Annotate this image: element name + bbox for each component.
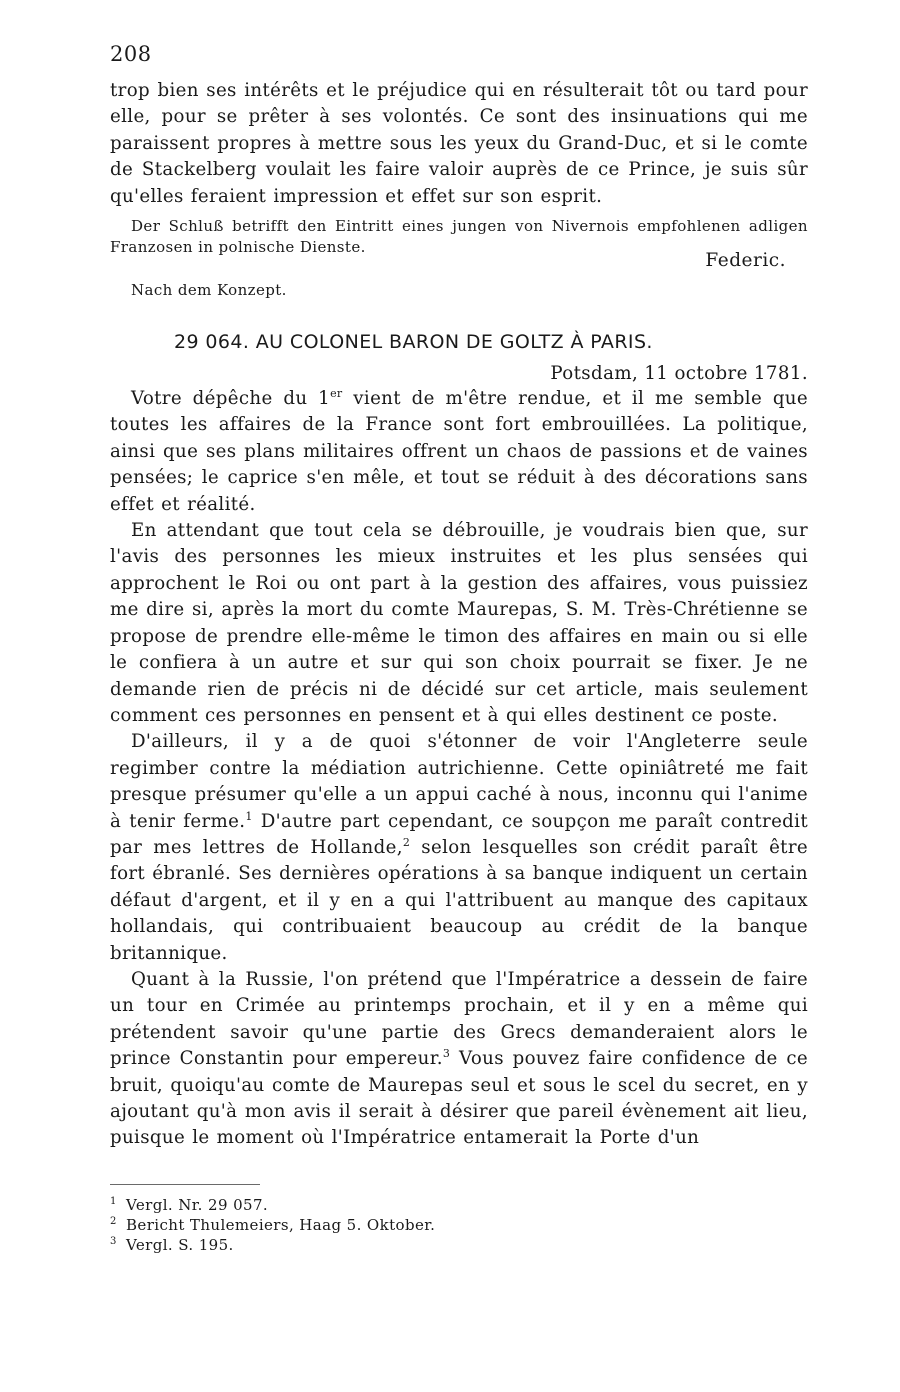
footnote-ref-2: 2 (402, 835, 411, 849)
letter-dateline: Potsdam, 11 octobre 1781. (550, 363, 808, 385)
footnotes (110, 1184, 808, 1255)
superscript: er (330, 386, 343, 400)
footnote-ref-3: 3 (442, 1047, 451, 1061)
text-run: Quant à la Russie, l'on prétend que l'Impératrice a dessein de faire un tour en Crimée au printemps prochain, et il y en a même qui prétendent savoir qu'une partie des Grecs demanderaient alors le prince Constantin pour empereur. (110, 968, 808, 1070)
editorial-note: Der Schluß betrifft den Eintritt eines jungen von Nivernois empfohlenen adligen Franzosen in polnische Dienste. (110, 217, 808, 257)
footnote-1 (110, 1195, 808, 1215)
opening-paragraph: trop bien ses intérêts et le préjudice qui en résulterait tôt ou tard pour elle, pour se prêter à ses volontés. Ce sont des insinuations qui me paraissent propres à mettre sous les yeux du Grand-Duc, et si le comte de Stackelberg voulait les faire valoir auprès de ce Prince, je suis sûr qu'elles feraient impression et effet sur son esprit. (110, 80, 808, 207)
letter-heading: 29 064. AU COLONEL BARON DE GOLTZ À PARIS. (174, 331, 653, 354)
footnote-ref-1: 1 (245, 809, 253, 823)
text-run: Vous pouvez faire confidence de ce bruit, quoiqu'au comte de Maurepas seul et sous le scel du secret, en y ajoutant qu'à mon avis il serait à désirer que pareil évènement ait lieu, puisque le moment où l'Impératrice entamerait la Porte d'un (110, 1048, 808, 1149)
footnote-mark: 3 (110, 1236, 117, 1247)
footnote-text: Vergl. Nr. 29 057. (126, 1196, 269, 1214)
footnote-divider (110, 1184, 260, 1185)
text-run: D'autre part cependant, ce soupçon me paraît contredit par mes lettres de Hollande, (110, 810, 808, 858)
text-run: selon lesquelles son crédit paraît être fort ébranlé. Ses dernières opérations à sa banque indiquent un certain défaut d'argent, et il y en a qui l'attribuent au manque des capitaux hollandais, qui contribuaient beaucoup au crédit de la banque britannique. (110, 836, 808, 964)
letter-paragraph-4 (110, 967, 808, 1152)
footnote-text: Vergl. S. 195. (126, 1236, 234, 1254)
text-run: vient de m'être rendue, et il me semble que toutes les affaires de la France sont fort embrouillées. La politique, ainsi que ses plans militaires offrent un chaos de passions et de vaines pensées; le caprice s'en mêle, et tout se réduit à des décorations sans effet et réalité. (110, 388, 808, 515)
letter-paragraph-1 (110, 386, 808, 518)
source-note: Nach dem Konzept. (131, 281, 287, 300)
footnote-mark: 1 (110, 1196, 117, 1207)
text-run: D'ailleurs, il y a de quoi s'étonner de voir l'Angleterre seule regimber contre la médiation autrichienne. Cette opiniâtreté me fait presque présumer qu'elle a un appui caché à nous, inconnu qui l'anime à tenir ferme. (110, 731, 808, 832)
footnote-text: Bericht Thulemeiers, Haag 5. Oktober. (126, 1216, 436, 1234)
text-run: Votre dépêche du 1 (131, 388, 331, 410)
footnote-2 (110, 1215, 808, 1235)
document-page (110, 42, 808, 1152)
letter-paragraph-2: En attendant que tout cela se débrouille, je voudrais bien que, sur l'avis des personnes les mieux instruites et les plus sensées qui approchent le Roi ou ont part à la gestion des affaires, vous puissiez me dire si, après la mort du comte Maurepas, S. M. Très-Chrétienne se propose de prendre elle-même le timon des affaires en main ou si elle le confiera à un autre et sur qui son choix pourrait se fixer. Je ne demande rien de précis ni de décidé sur cet article, mais seulement comment ces personnes en pensent et à qui elles destinent ce poste. (110, 520, 808, 726)
letter-paragraph-3 (110, 729, 808, 967)
page-number: 208 (110, 42, 152, 66)
signature-row (110, 250, 808, 276)
footnote-3 (110, 1235, 808, 1255)
signature: Federic. (705, 250, 786, 272)
footnote-mark: 2 (110, 1216, 117, 1227)
